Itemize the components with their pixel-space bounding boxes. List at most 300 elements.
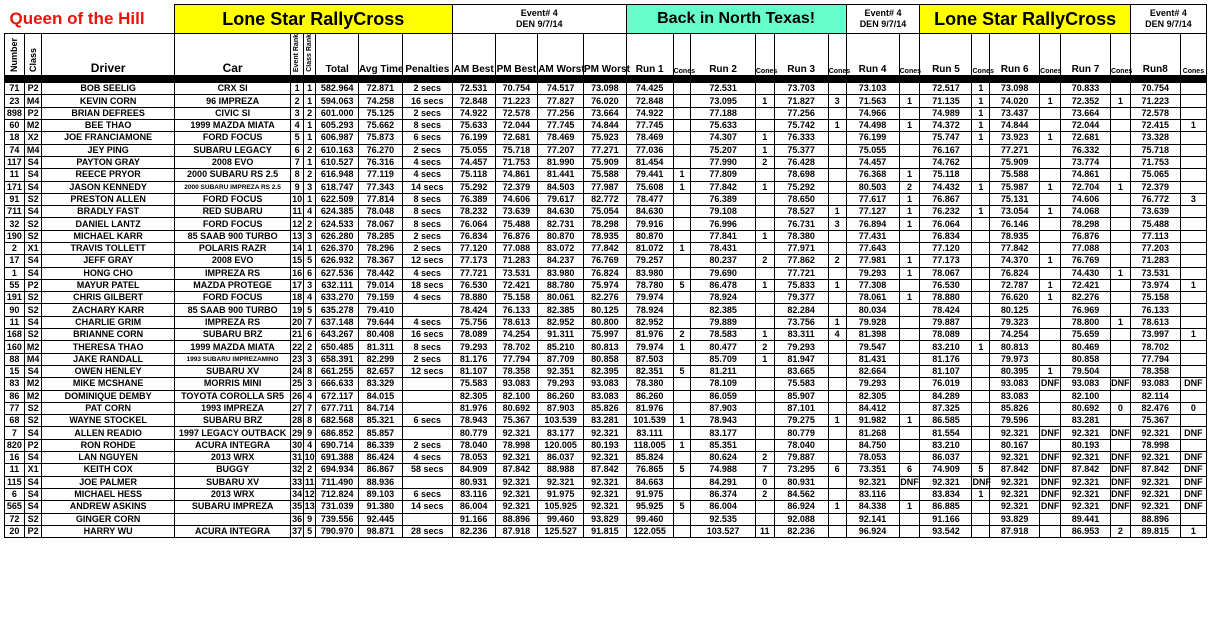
- run3-cell: 80.931: [774, 476, 828, 488]
- run3-cell: 75.292: [774, 181, 828, 193]
- run3-cones-cell: [828, 353, 846, 365]
- am-worst-cell: 74.517: [538, 83, 584, 95]
- am-best-cell: 74.457: [452, 156, 495, 168]
- driver-cell: MAYUR PATEL: [42, 279, 174, 291]
- number-header: Number: [5, 34, 25, 76]
- run5-cones-cell: [972, 193, 990, 205]
- avg-time-cell: 74.258: [359, 95, 403, 107]
- cones-header: Cones: [1110, 34, 1130, 76]
- run6-cones-cell: [1040, 193, 1061, 205]
- run3-cones-cell: [828, 242, 846, 254]
- run8-cones-cell: DNF: [1180, 476, 1206, 488]
- run1-header: Run 1: [626, 34, 673, 76]
- run2-cones-cell: 1: [755, 230, 774, 242]
- run7-cones-cell: 1: [1110, 316, 1130, 328]
- total-cell: 582.964: [316, 83, 359, 95]
- total-cell: 627.536: [316, 267, 359, 279]
- run4-cell: 81.268: [846, 427, 899, 439]
- run8-cones-cell: [1180, 169, 1206, 181]
- run5-cell: 76.867: [920, 193, 972, 205]
- run6-header: Run 6: [990, 34, 1040, 76]
- run4-cones-cell: [899, 242, 920, 254]
- run2-cell: 84.291: [691, 476, 756, 488]
- car-cell: FORD FOCUS: [174, 193, 291, 205]
- am-worst-cell: 125.527: [538, 525, 584, 537]
- run3-cell: 86.924: [774, 501, 828, 513]
- table-row: [5, 120, 1207, 132]
- run8-cell: 73.328: [1130, 132, 1180, 144]
- run3-cell: 85.907: [774, 390, 828, 402]
- run2-cell: 87.903: [691, 402, 756, 414]
- run2-cones-cell: 2: [755, 488, 774, 500]
- run7-cones-cell: DNF: [1111, 489, 1130, 500]
- table-row: [5, 452, 1207, 464]
- run8-cones-cell: [1180, 83, 1206, 95]
- run3-cones-cell: [828, 169, 846, 181]
- avg-time-cell: 76.316: [359, 156, 403, 168]
- total-cell: 632.111: [316, 279, 359, 291]
- run2-cones-cell: 2: [755, 156, 774, 168]
- run2-cones-cell: [755, 107, 774, 119]
- run6-cones-cell: [1040, 107, 1061, 119]
- run5-header: Run 5: [920, 34, 972, 76]
- number-cell: 7: [5, 427, 25, 439]
- am-best-cell: 80.779: [452, 427, 495, 439]
- run5-cell: 83.834: [920, 488, 972, 500]
- run6-cones-cell: 1: [1040, 365, 1061, 377]
- run7-cones-cell: [1110, 255, 1130, 267]
- penalties-cell: [402, 304, 452, 316]
- avg-time-cell: 78.442: [359, 267, 403, 279]
- pm-worst-cell: 75.054: [584, 206, 627, 218]
- number-cell: 190: [5, 230, 25, 242]
- run2-cell: 85.709: [691, 353, 756, 365]
- car-cell: 1997 LEGACY OUTBACK: [174, 427, 291, 439]
- run7-cell: 72.044: [1060, 120, 1110, 132]
- run6-cones-cell: 1: [1040, 181, 1061, 193]
- run5-cell: 81.554: [920, 427, 972, 439]
- run2-cell: 73.095: [691, 95, 756, 107]
- am-best-cell: 78.089: [452, 329, 495, 341]
- run2-cell: 86.004: [691, 501, 756, 513]
- car-cell: ACURA INTEGRA: [174, 439, 291, 451]
- run4-cones-cell: [899, 316, 920, 328]
- run4-cones-cell: [899, 132, 920, 144]
- am-best-cell: 75.633: [452, 120, 495, 132]
- run4-cell: 76.368: [846, 169, 899, 181]
- run3-cones-cell: [828, 156, 846, 168]
- total-cell: 624.385: [316, 206, 359, 218]
- class-rank-cell: 5: [303, 255, 315, 267]
- run4-cones-cell: [899, 513, 920, 525]
- penalties-cell: 2 secs: [402, 107, 452, 119]
- run6-cell: 74.020: [990, 95, 1040, 107]
- run7-cell: 80.469: [1060, 341, 1110, 353]
- run2-cones-cell: [755, 415, 774, 427]
- run7-cell: 83.281: [1060, 415, 1110, 427]
- run4-cell: 74.457: [846, 156, 899, 168]
- run6-cell: 92.321: [990, 488, 1040, 500]
- penalties-cell: 2 secs: [402, 83, 452, 95]
- table-row: [5, 144, 1207, 156]
- avg-time-cell: 77.343: [359, 181, 403, 193]
- pm-worst-cell: 92.321: [584, 488, 627, 500]
- pm-best-cell: 75.158: [495, 292, 538, 304]
- total-cell: 650.485: [316, 341, 359, 353]
- total-header: Total: [316, 34, 359, 76]
- run6-cell: 85.826: [990, 402, 1040, 414]
- run2-cell: 76.389: [691, 193, 756, 205]
- event-rank-cell: 14: [292, 243, 303, 254]
- pm-best-cell: 71.223: [495, 95, 538, 107]
- run4-cell: 73.351: [846, 464, 899, 476]
- run1-cell: 81.454: [626, 156, 673, 168]
- class-rank-cell: 2: [303, 464, 315, 476]
- event-rank-cell: 1: [291, 83, 303, 95]
- run3-cell: 79.275: [774, 415, 828, 427]
- class-rank-cell: 2: [303, 218, 315, 230]
- run8-cones-cell: [1180, 206, 1206, 218]
- table-row: [5, 353, 1207, 365]
- run6-cell: 76.620: [990, 292, 1040, 304]
- run8-cell: 88.896: [1130, 513, 1180, 525]
- number-cell: 11: [5, 169, 25, 181]
- run8-cell: 73.997: [1130, 329, 1180, 341]
- run2-cell: 77.841: [691, 230, 756, 242]
- run5-cell: 84.289: [920, 390, 972, 402]
- run3-cones-cell: 1: [828, 120, 846, 132]
- driver-cell: DANIEL LANTZ: [42, 218, 174, 230]
- run1-cones-cell: [673, 267, 691, 279]
- run7-cell: 76.769: [1060, 255, 1110, 267]
- run4-cell: 84.338: [846, 501, 899, 513]
- class-cell: S4: [24, 427, 42, 439]
- car-cell: SUBARU LEGACY: [174, 144, 291, 156]
- run3-cones-cell: 1: [828, 206, 846, 218]
- table-row: [5, 132, 1207, 144]
- run1-cones-cell: [673, 156, 691, 168]
- run8-cones-cell: 1: [1180, 329, 1206, 341]
- penalties-cell: 2 secs: [402, 242, 452, 254]
- run2-cell: 92.535: [691, 513, 756, 525]
- class-cell: P2: [24, 83, 42, 95]
- penalties-header: Penalties: [402, 34, 452, 76]
- class-rank-cell: 1: [303, 132, 315, 144]
- run4-cones-cell: 1: [899, 255, 920, 267]
- am-worst-cell: 92.351: [538, 365, 584, 377]
- run2-cell: 80.237: [691, 255, 756, 267]
- pm-worst-cell: 75.974: [584, 279, 627, 291]
- run4-header: Run 4: [846, 34, 899, 76]
- class-rank-cell: 1: [303, 156, 315, 168]
- am-worst-cell: 87.709: [538, 353, 584, 365]
- class-cell: S2: [24, 402, 42, 414]
- penalties-cell: 8 secs: [402, 218, 452, 230]
- run6-cones-cell: [1040, 415, 1061, 427]
- run4-cones-cell: 1: [899, 95, 920, 107]
- driver-cell: ANDREW ASKINS: [42, 501, 174, 513]
- avg-time-cell: 84.714: [359, 402, 403, 414]
- run6-cones-cell: [1040, 341, 1061, 353]
- run5-cell: 79.887: [920, 316, 972, 328]
- number-cell: 74: [5, 144, 25, 156]
- run5-cones-cell: [972, 316, 990, 328]
- pm-worst-cell: 80.193: [584, 439, 627, 451]
- run5-cell: 75.118: [920, 169, 972, 181]
- penalties-cell: 12 secs: [402, 365, 452, 377]
- am-best-cell: 78.943: [452, 415, 495, 427]
- penalties-cell: 6 secs: [402, 132, 452, 144]
- run4-cones-cell: 1: [899, 267, 920, 279]
- class-rank-cell: 6: [303, 267, 315, 279]
- run2-cones-cell: [755, 120, 774, 132]
- table-row: [5, 501, 1207, 513]
- run1-cell: 76.865: [626, 464, 673, 476]
- run8-cones-cell: [1180, 341, 1206, 353]
- run3-cell: 78.040: [774, 439, 828, 451]
- total-cell: 790.970: [316, 525, 359, 537]
- am-worst-cell: 83.072: [538, 242, 584, 254]
- run3-cell: 79.887: [774, 452, 828, 464]
- run2-cones-cell: 2: [755, 341, 774, 353]
- run3-cones-cell: [828, 83, 846, 95]
- run1-cones-cell: [673, 476, 691, 488]
- run6-cell: 83.083: [990, 390, 1040, 402]
- pm-best-cell: 71.283: [495, 255, 538, 267]
- car-cell: 1999 MAZDA MIATA: [174, 120, 291, 132]
- run8-cones-cell: [1180, 95, 1206, 107]
- pm-worst-cell: 80.858: [584, 353, 627, 365]
- avg-time-cell: 83.329: [359, 378, 403, 390]
- total-cell: 686.852: [316, 427, 359, 439]
- run4-cell: 80.034: [846, 304, 899, 316]
- driver-cell: RON ROHDE: [42, 439, 174, 451]
- run6-cones-cell: 1: [1040, 206, 1061, 218]
- event-rank-cell: 29: [292, 427, 303, 438]
- run1-cell: 122.055: [626, 525, 673, 537]
- run4-cones-cell: [899, 144, 920, 156]
- number-cell: 191: [5, 292, 25, 304]
- driver-cell: MIKE MCSHANE: [42, 378, 174, 390]
- run2-cones-cell: 1: [755, 181, 774, 193]
- event-rank-cell: 24: [292, 366, 303, 377]
- avg-time-cell: 86.867: [359, 464, 403, 476]
- run7-cones-cell: 0: [1110, 402, 1130, 414]
- run8-cones-cell: DNF: [1180, 488, 1206, 500]
- run3-cell: 77.971: [774, 242, 828, 254]
- run1-cones-cell: [673, 402, 691, 414]
- driver-cell: CHARLIE GRIM: [42, 316, 174, 328]
- run4-cones-cell: 1: [899, 501, 920, 513]
- run2-cones-cell: 7: [755, 464, 774, 476]
- car-cell: FORD FOCUS: [174, 218, 291, 230]
- run8-cones-cell: [1180, 415, 1206, 427]
- run8-cell: 72.415: [1130, 120, 1180, 132]
- driver-cell: PRESTON ALLEN: [42, 193, 174, 205]
- run3-cell: 75.377: [774, 144, 828, 156]
- run3-cones-cell: 4: [828, 329, 846, 341]
- run7-cones-cell: [1110, 279, 1130, 291]
- run1-cones-cell: 1: [673, 181, 691, 193]
- class-cell: P2: [24, 439, 42, 451]
- run7-cones-cell: DNF: [1111, 464, 1130, 475]
- class-rank-cell: 3: [303, 378, 315, 390]
- class-rank-cell: 11: [304, 476, 315, 487]
- run1-cones-cell: [673, 193, 691, 205]
- run4-cell: 78.053: [846, 452, 899, 464]
- run8-cell: 77.794: [1130, 353, 1180, 365]
- event-rank-cell: 34: [292, 489, 303, 500]
- pm-worst-cell: 73.664: [584, 107, 627, 119]
- run1-cell: 91.975: [626, 488, 673, 500]
- number-cell: 88: [5, 353, 25, 365]
- total-cell: 637.148: [316, 316, 359, 328]
- run2-cell: 78.431: [691, 242, 756, 254]
- run4-cell: 74.966: [846, 107, 899, 119]
- run1-cell: 86.260: [626, 390, 673, 402]
- total-cell: 618.747: [316, 181, 359, 193]
- run7-cones-cell: [1110, 304, 1130, 316]
- am-best-cell: 77.120: [452, 242, 495, 254]
- total-cell: 691.388: [316, 452, 359, 464]
- run1-cones-cell: 5: [673, 279, 691, 291]
- pm-worst-cell: 73.098: [584, 83, 627, 95]
- total-cell: 661.255: [316, 365, 359, 377]
- cones-header: Cones: [899, 34, 920, 76]
- am-best-cell: 86.004: [452, 501, 495, 513]
- cones-header: Cones: [755, 34, 774, 76]
- class-cell: S4: [24, 156, 42, 168]
- class-rank-cell: 4: [303, 390, 315, 402]
- total-cell: 610.527: [316, 156, 359, 168]
- pm-worst-cell: 78.298: [584, 218, 627, 230]
- am-best-cell: 83.116: [452, 488, 495, 500]
- driver-cell: KEITH COX: [42, 464, 174, 476]
- pm-worst-header: PM Worst: [584, 34, 627, 76]
- run7-cell: 73.664: [1060, 107, 1110, 119]
- run8-cell: 76.772: [1130, 193, 1180, 205]
- class-rank-cell: 3: [303, 279, 315, 291]
- run4-cones-cell: [899, 353, 920, 365]
- number-cell: 91: [5, 193, 25, 205]
- run5-cell: 76.232: [920, 206, 972, 218]
- driver-cell: REECE PRYOR: [42, 169, 174, 181]
- driver-cell: JEY PING: [42, 144, 174, 156]
- cones-header: Cones: [1180, 34, 1206, 76]
- run5-cones-cell: 1: [972, 132, 990, 144]
- run3-cones-cell: [828, 378, 846, 390]
- total-cell: 658.391: [316, 353, 359, 365]
- driver-cell: PAT CORN: [42, 402, 174, 414]
- class-cell: S2: [24, 193, 42, 205]
- run7-cones-cell: DNF: [1111, 501, 1130, 512]
- class-rank-cell: 7: [303, 402, 315, 414]
- run8-cones-cell: DNF: [1180, 427, 1206, 439]
- event-label-right: Event# 4 DEN 9/7/14: [1130, 5, 1206, 34]
- run2-cones-cell: [755, 304, 774, 316]
- event-rank-cell: 19: [292, 304, 303, 315]
- table-row: [5, 193, 1207, 205]
- table-row: [5, 107, 1207, 119]
- run5-cones-cell: 1: [972, 120, 990, 132]
- run4-cones-cell: [899, 439, 920, 451]
- run7-cell: 92.321: [1060, 476, 1110, 488]
- pm-best-cell: 73.531: [495, 267, 538, 279]
- run3-cones-cell: 3: [828, 218, 846, 230]
- run4-cones-cell: 1: [899, 193, 920, 205]
- run6-cones-cell: [1040, 402, 1061, 414]
- run3-cell: 77.256: [774, 107, 828, 119]
- run7-cones-cell: [1110, 120, 1130, 132]
- avg-time-cell: 79.159: [359, 292, 403, 304]
- pm-worst-cell: 75.588: [584, 169, 627, 181]
- class-cell: S4: [24, 181, 42, 193]
- run5-cones-cell: [972, 255, 990, 267]
- am-best-cell: 79.293: [452, 341, 495, 353]
- run6-cell: 93.083: [990, 378, 1040, 390]
- run8-cell: 89.815: [1130, 525, 1180, 537]
- number-cell: 68: [5, 415, 25, 427]
- am-worst-cell: 99.460: [538, 513, 584, 525]
- class-cell: S4: [24, 488, 42, 500]
- pm-best-cell: 74.861: [495, 169, 538, 181]
- class-cell: S4: [24, 206, 42, 218]
- number-cell: 117: [5, 156, 25, 168]
- run8-cell: 75.158: [1130, 292, 1180, 304]
- event-rank-cell: 25: [292, 378, 303, 389]
- penalties-cell: 4 secs: [402, 156, 452, 168]
- number-cell: 20: [5, 525, 25, 537]
- run1-cell: 83.111: [626, 427, 673, 439]
- avg-time-cell: 85.857: [359, 427, 403, 439]
- penalties-cell: 8 secs: [402, 206, 452, 218]
- pm-best-cell: 72.044: [495, 120, 538, 132]
- pm-worst-cell: 83.281: [584, 415, 627, 427]
- run6-cell: 73.923: [990, 132, 1040, 144]
- run4-cones-cell: 1: [899, 120, 920, 132]
- run5-cones-cell: [972, 279, 990, 291]
- run1-cell: 118.005: [626, 439, 673, 451]
- run2-cell: 80.624: [691, 452, 756, 464]
- am-worst-cell: 80.061: [538, 292, 584, 304]
- class-rank-cell: 8: [303, 415, 315, 427]
- run1-cell: 84.663: [626, 476, 673, 488]
- avg-time-cell: 91.380: [359, 501, 403, 513]
- class-rank-cell: 9: [303, 427, 315, 439]
- run1-cones-cell: [673, 144, 691, 156]
- cones-header: Cones: [828, 34, 846, 76]
- run2-cones-cell: [755, 365, 774, 377]
- pm-best-cell: 87.842: [495, 464, 538, 476]
- event-rank-cell: 11: [292, 206, 302, 217]
- car-cell: 2008 EVO: [174, 156, 291, 168]
- run4-cones-cell: [899, 525, 920, 537]
- am-best-cell: 77.721: [452, 267, 495, 279]
- driver-cell: JEFF GRAY: [42, 255, 174, 267]
- event-rank-cell: 35: [292, 501, 303, 512]
- penalties-cell: 8 secs: [402, 341, 452, 353]
- pm-best-cell: 75.488: [495, 218, 538, 230]
- run5-cell: 81.107: [920, 365, 972, 377]
- run2-header: Run 2: [691, 34, 756, 76]
- driver-cell: KEVIN CORN: [42, 95, 174, 107]
- run4-cones-cell: [899, 107, 920, 119]
- car-cell: CIVIC SI: [174, 107, 291, 119]
- am-worst-cell: 80.870: [538, 230, 584, 242]
- avg-time-header: Avg Time: [359, 34, 403, 76]
- run5-cell: 86.585: [920, 415, 972, 427]
- penalties-cell: 4 secs: [402, 267, 452, 279]
